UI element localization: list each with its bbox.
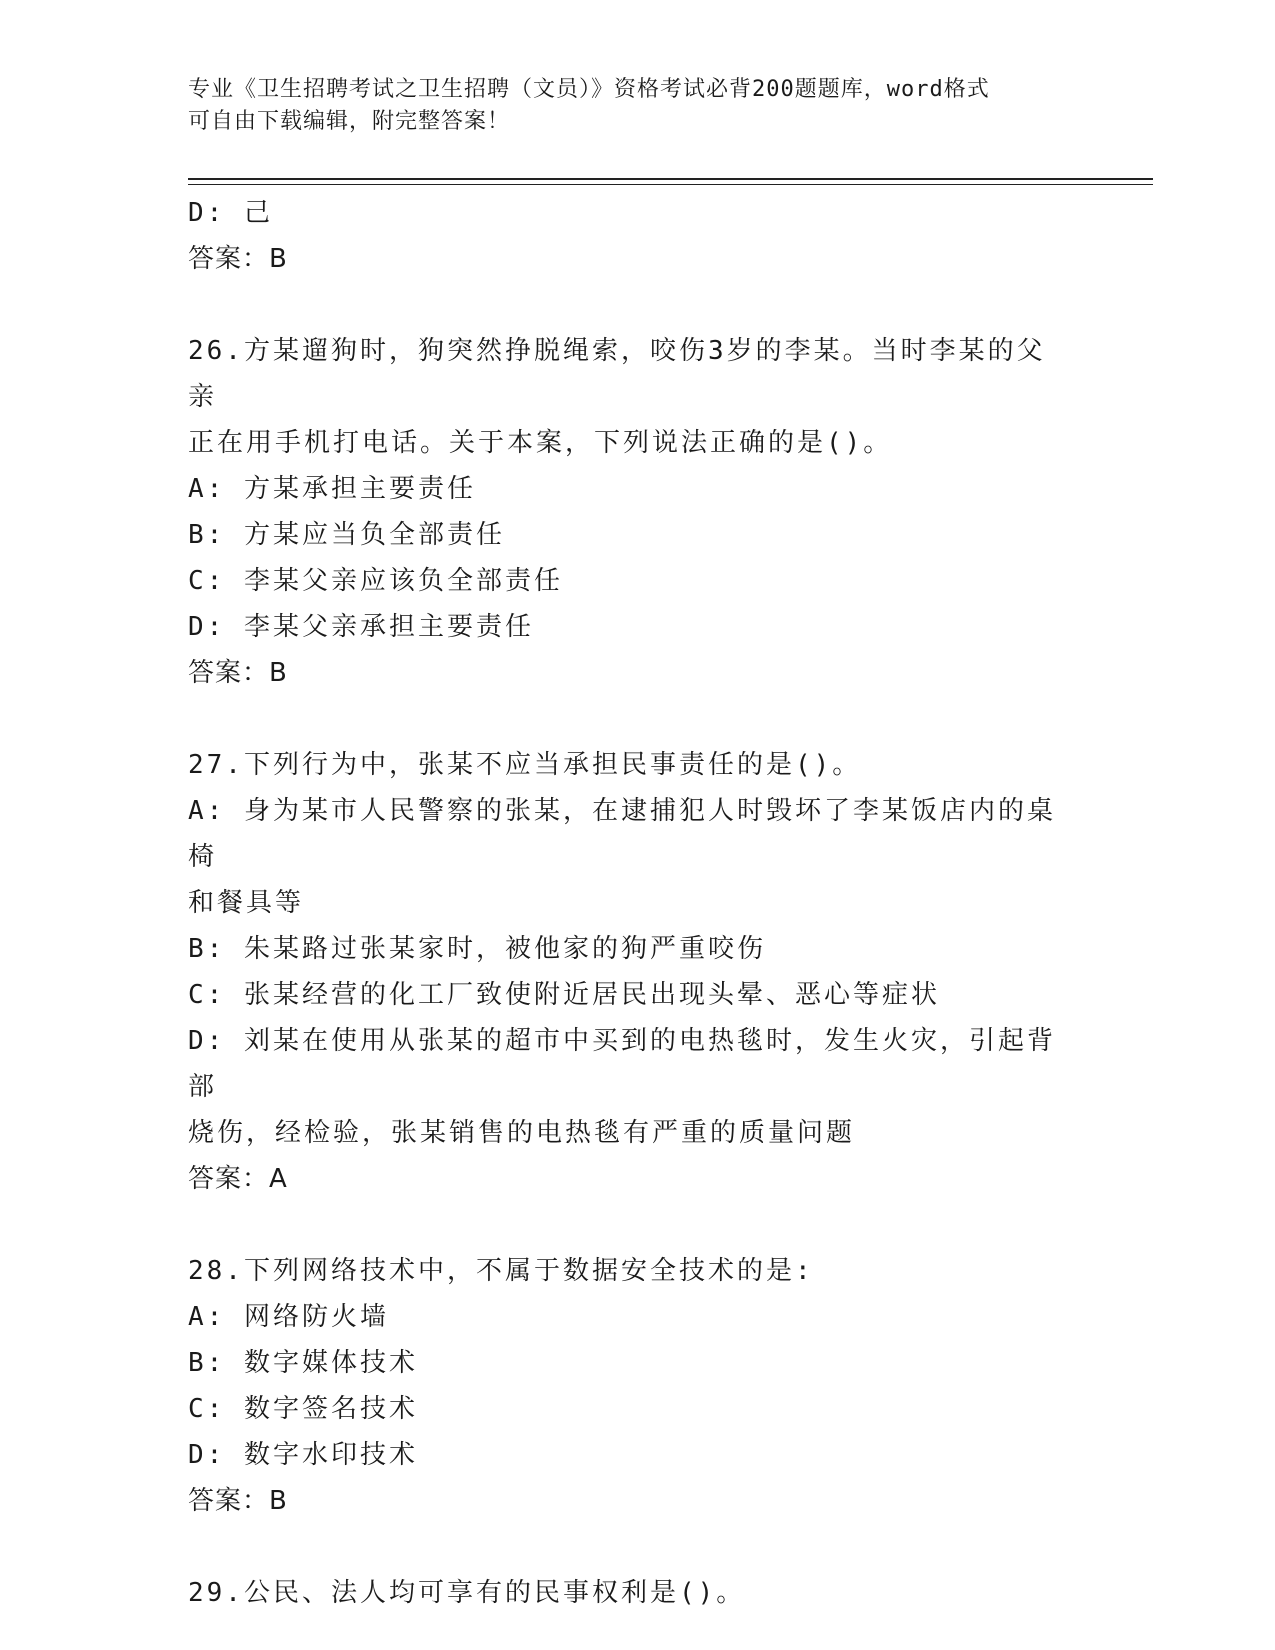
option-line: A: 方某承担主要责任 — [188, 474, 476, 504]
answer-value: B — [269, 658, 288, 688]
option-line: B: 朱某路过张某家时，被他家的狗严重咬伤 — [188, 934, 766, 964]
answer-value: B — [269, 1486, 288, 1516]
option-line: C: 张某经营的化工厂致使附近居民出现头晕、恶心等症状 — [188, 980, 940, 1010]
answer-line — [188, 236, 1068, 282]
option-line: A: 身为某市人民警察的张某，在逮捕犯人时毁坏了李某饭店内的桌椅 — [188, 796, 1056, 872]
option-line: 烧伤，经检验，张某销售的电热毯有严重的质量问题 — [188, 1118, 856, 1148]
answer-line — [188, 1478, 1068, 1524]
option-line: A: 网络防火墙 — [188, 1302, 389, 1332]
answer-value: B — [269, 244, 288, 274]
option-line: 和餐具等 — [188, 888, 305, 918]
question-stem: 正在用手机打电话。关于本案，下列说法正确的是()。 — [188, 428, 893, 458]
option-line: C: 数字签名技术 — [188, 1394, 418, 1424]
question-27 — [188, 742, 1068, 1202]
document-header — [188, 74, 1088, 138]
question-28 — [188, 1248, 1068, 1524]
question-26 — [188, 328, 1068, 696]
option-line: D: 刘某在使用从张某的超市中买到的电热毯时，发生火灾，引起背部 — [188, 1026, 1056, 1102]
answer-label: 答案： — [188, 244, 270, 274]
option-line: D: 李某父亲承担主要责任 — [188, 612, 534, 642]
option-line: B: 数字媒体技术 — [188, 1348, 418, 1378]
option-line: B: 方某应当负全部责任 — [188, 520, 505, 550]
question-stem: 27.下列行为中，张某不应当承担民事责任的是()。 — [188, 750, 862, 780]
option-line: D: 己 — [188, 198, 273, 228]
question-stem: 28.下列网络技术中，不属于数据安全技术的是: — [188, 1256, 814, 1286]
question-29-stem: 29.公民、法人均可享有的民事权利是()。 — [188, 1578, 746, 1608]
question-stem: 26.方某遛狗时，狗突然挣脱绳索，咬伤3岁的李某。当时李某的父亲 — [188, 336, 1046, 412]
answer-label: 答案： — [188, 1164, 270, 1194]
answer-line — [188, 650, 1068, 696]
answer-label: 答案： — [188, 1486, 270, 1516]
header-line-1: 专业《卫生招聘考试之卫生招聘（文员）》资格考试必背200题题库，word格式 — [188, 77, 990, 102]
header-divider — [188, 178, 1153, 185]
header-line-2: 可自由下载编辑，附完整答案！ — [188, 109, 511, 134]
answer-label: 答案： — [188, 658, 270, 688]
option-line: C: 李某父亲应该负全部责任 — [188, 566, 563, 596]
answer-value: A — [269, 1164, 288, 1194]
option-line: D: 数字水印技术 — [188, 1440, 418, 1470]
document-body — [188, 190, 1068, 1616]
answer-line — [188, 1156, 1068, 1202]
